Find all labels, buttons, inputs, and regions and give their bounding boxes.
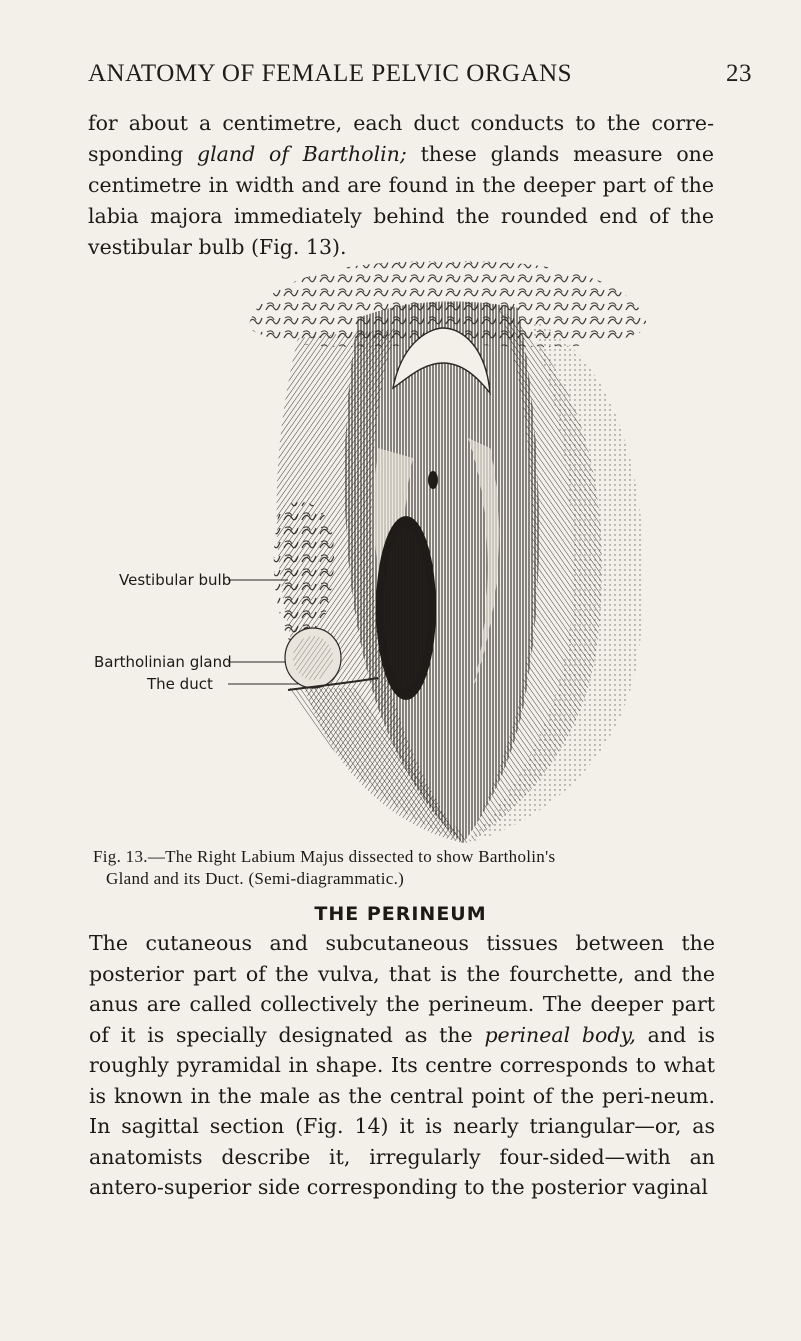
para2-italic: perineal body, xyxy=(484,1022,636,1047)
para1-line2b: these glands measure one xyxy=(406,142,715,166)
paragraph-perineum xyxy=(89,928,715,1203)
running-title: ANATOMY OF FEMALE PELVIC ORGANS xyxy=(88,60,573,87)
caption-line-1: Fig. 13.—The Right Labium Majus dissected to show Bartholin's xyxy=(93,847,556,866)
paragraph-intro xyxy=(88,108,714,263)
para1-line3: centimetre in width and are found in the deeper part of the xyxy=(88,173,714,197)
figure-caption xyxy=(93,846,713,890)
para1-line5: vestibular bulb (Fig. 13). xyxy=(88,235,347,259)
para2-text-a: The cutaneous and subcutaneous tissues between the posterior part of the vulva, that is the fourchette, and the anus are called collectively the perineum. The deeper part of it is specially designated as the xyxy=(89,931,715,1047)
para2-text-b: and is roughly pyramidal in shape. Its centre corresponds to what is known in the male as the central point of the peri-neum. In sagittal section (Fig. 14) it is nearly triangular—or, as anatomists describe it, irregularly four-sided—with an antero-superior side corresponding to the posterior vaginal xyxy=(89,1022,715,1199)
caption-line-2: Gland and its Duct. (Semi-diagrammatic.) xyxy=(106,869,405,888)
anatomical-engraving xyxy=(228,258,688,848)
para1-italic: gland of Bartholin; xyxy=(196,142,407,166)
label-the-duct: The duct xyxy=(147,675,213,693)
label-bartholinian-gland: Bartholinian gland xyxy=(94,653,232,671)
section-heading: THE PERINEUM xyxy=(314,903,487,925)
para1-line2a: sponding xyxy=(88,142,197,166)
figure-illustration xyxy=(228,258,688,848)
para1-line4: labia majora immediately behind the rounded end of the xyxy=(88,204,714,228)
para1-line1: for about a centimetre, each duct conducts to the corre- xyxy=(88,111,714,135)
page-number: 23 xyxy=(726,60,752,87)
label-vestibular-bulb: Vestibular bulb xyxy=(119,571,232,589)
